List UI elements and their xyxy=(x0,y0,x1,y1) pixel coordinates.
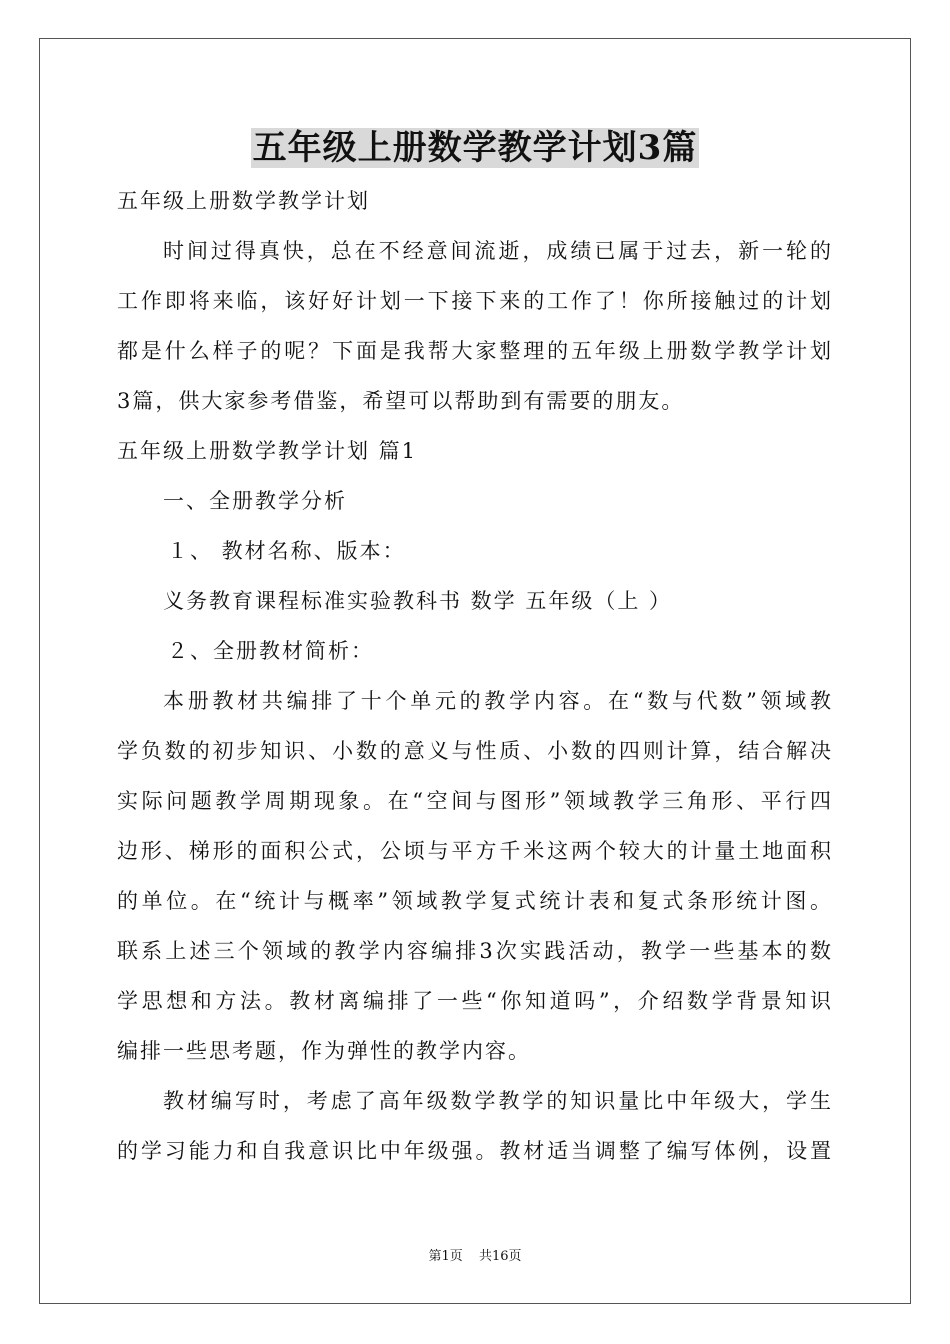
section-heading: 五年级上册数学教学计划 xyxy=(117,189,370,213)
page-total: 共16页 xyxy=(478,1249,522,1264)
document-title: 五年级上册数学教学计划3篇 xyxy=(252,128,698,168)
paragraph-line: 实际问题教学周期现象。在“空间与图形”领域教学三角形、平行四 xyxy=(117,789,833,813)
paragraph-line: 工作即将来临，该好好计划一下接下来的工作了！你所接触过的计划 xyxy=(117,289,833,313)
subheading: ２、全册教材简析： xyxy=(167,639,374,663)
title-container xyxy=(0,128,950,168)
page-footer xyxy=(0,1248,950,1266)
subheading: 一、全册教学分析 xyxy=(163,489,347,513)
paragraph-line: 3篇，供大家参考借鉴，希望可以帮助到有需要的朋友。 xyxy=(117,389,685,413)
section-heading: 五年级上册数学教学计划 篇1 xyxy=(117,439,418,463)
paragraph-line: 编排一些思考题，作为弹性的教学内容。 xyxy=(117,1039,531,1063)
paragraph-line: 教材编写时，考虑了高年级数学教学的知识量比中年级大，学生 xyxy=(163,1089,833,1113)
paragraph-line: 本册教材共编排了十个单元的教学内容。在“数与代数”领域教 xyxy=(163,689,833,713)
paragraph-line: 义务教育课程标准实验教科书 数学 五年级（上 ） xyxy=(163,589,673,613)
paragraph-line: 的学习能力和自我意识比中年级强。教材适当调整了编写体例，设置 xyxy=(117,1139,833,1163)
paragraph-line: 边形、梯形的面积公式，公顷与平方千米这两个较大的计量土地面积 xyxy=(117,839,833,863)
paragraph-line: 的单位。在“统计与概率”领域教学复式统计表和复式条形统计图。 xyxy=(117,889,833,913)
paragraph-line: 学思想和方法。教材离编排了一些“你知道吗”，介绍数学背景知识 xyxy=(117,989,833,1013)
paragraph-line: 联系上述三个领域的教学内容编排3次实践活动，教学一些基本的数 xyxy=(117,939,833,963)
page-number: 第1页 xyxy=(428,1249,463,1264)
paragraph-line: 学负数的初步知识、小数的意义与性质、小数的四则计算，结合解决 xyxy=(117,739,833,763)
document-body xyxy=(117,176,833,1176)
paragraph-line: 时间过得真快，总在不经意间流逝，成绩已属于过去，新一轮的 xyxy=(163,239,833,263)
paragraph-line: 都是什么样子的呢？下面是我帮大家整理的五年级上册数学教学计划 xyxy=(117,339,833,363)
subheading: １、 教材名称、版本： xyxy=(167,539,406,563)
